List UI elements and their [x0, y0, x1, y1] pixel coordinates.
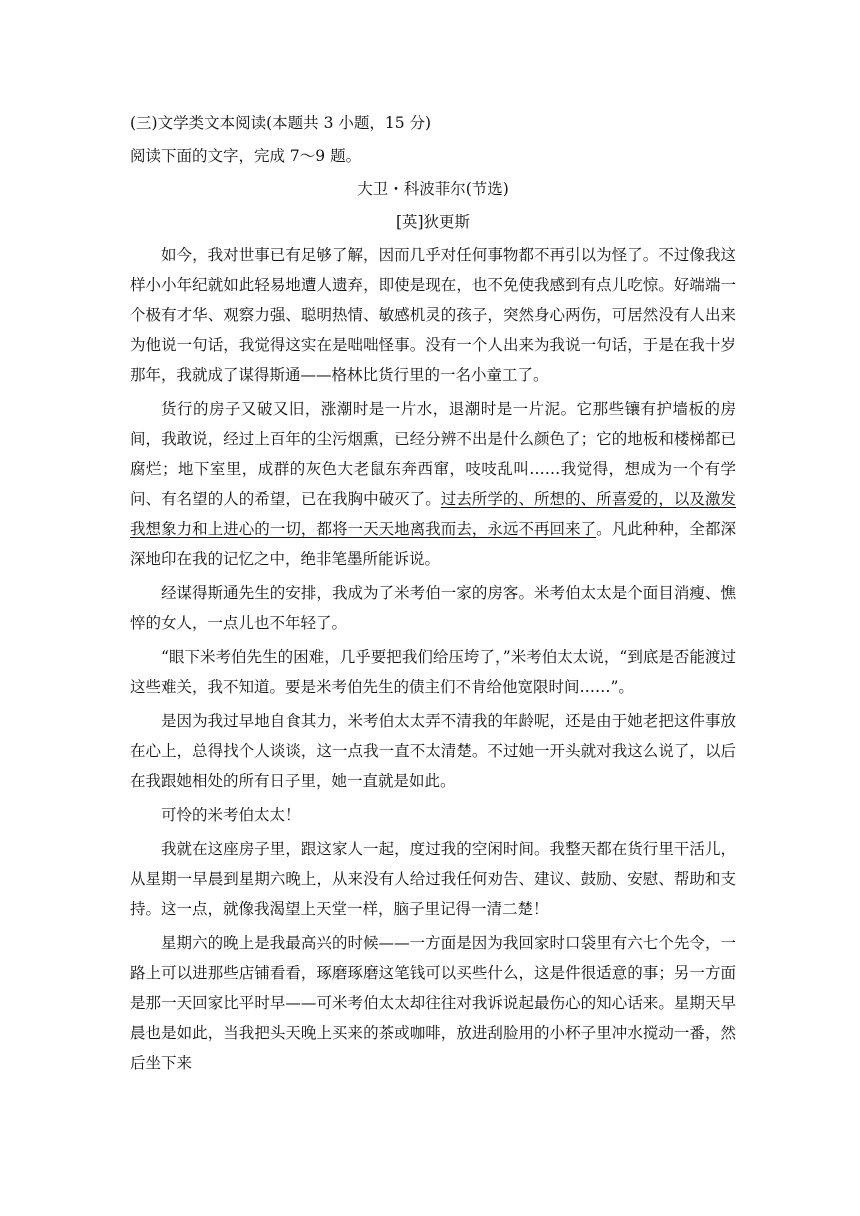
paragraph-6 [130, 800, 736, 830]
paragraph-1 [130, 240, 736, 390]
article-title: 大卫・科波菲尔(节选) [357, 180, 509, 198]
paragraph-8 [130, 928, 736, 1078]
paragraph-5 [130, 706, 736, 796]
paragraph-3 [130, 578, 736, 638]
paragraph-4 [130, 642, 736, 702]
article-author: [英]狄更斯 [395, 213, 471, 231]
paragraph-text: 货行的房子又破又旧，涨潮时是一片水，退潮时是一片泥。它那些镶有护墙板的房间，我敢说，经过上百年的尘污烟熏，已经分辨不出是什么颜色了；它的地板和楼梯都已腐烂；地下室里，成群的灰色大老鼠东奔西窜，吱吱乱叫……我觉得，想成为一个有学问、有名望的人的希望，已在我胸中破灭了。 [130, 400, 736, 508]
paragraph-text-continued: 。凡此种种，全都深深地印在我的记忆之中，绝非笔墨所能诉说。 [130, 520, 736, 568]
paragraph-text: “眼下米考伯先生的困难，几乎要把我们给压垮了，”米考伯太太说，“到底是否能渡过这些难关，我不知道。要是米考伯先生的债主们不肯给他宽限时间……”。 [130, 648, 736, 696]
question-instruction: 阅读下面的文字，完成 7～9 题。 [130, 147, 362, 165]
paragraph-text: 可怜的米考伯太太！ [161, 806, 301, 824]
paragraph-text: 星期六的晚上是我最高兴的时候——一方面是因为我回家时口袋里有六七个先令，一路上可以进那些店铺看看，琢磨琢磨这笔钱可以买些什么，这是件很适意的事；另一方面是那一天回家比平时早——可米考伯太太却往往对我诉说起最伤心的知心话来。星期天早晨也是如此，当我把头天晚上买来的茶或咖啡，放进刮脸用的小杯子里冲水搅动一番，然后坐下来 [130, 934, 736, 1072]
paragraph-text: 如今，我对世事已有足够了解，因而几乎对任何事物都不再引以为怪了。不过像我这样小小年纪就如此轻易地遭人遗弃，即使是现在，也不免使我感到有点儿吃惊。好端端一个极有才华、观察力强、聪明热情、敏感机灵的孩子，突然身心两伤，可居然没有人出来为他说一句话，我觉得这实在是咄咄怪事。没有一个人出来为我说一句话，于是在我十岁那年，我就成了谋得斯通——格林比货行里的一名小童工了。 [130, 246, 736, 384]
paragraph-text: 经谋得斯通先生的安排，我成为了米考伯一家的房客。米考伯太太是个面目消瘦、憔悴的女人，一点儿也不年轻了。 [130, 584, 736, 632]
document-body [130, 108, 736, 1082]
section-heading: (三)文学类文本阅读(本题共 3 小题，15 分) [130, 114, 432, 132]
paragraph-7 [130, 834, 736, 924]
paragraph-text: 我就在这座房子里，跟这家人一起，度过我的空闲时间。我整天都在货行里干活儿，从星期一早晨到星期六晚上，从来没有人给过我任何劝告、建议、鼓励、安慰、帮助和支持。这一点，就像我渴望上天堂一样，脑子里记得一清二楚！ [130, 840, 736, 918]
underlined-sentence: 过去所学的、所想的、所喜爱的，以及激发我想象力和上进心的一切，都将一天天地离我而去，永远不再回来了 [130, 490, 736, 538]
paragraph-text: 是因为我过早地自食其力，米考伯太太弄不清我的年龄呢，还是由于她老把这件事放在心上，总得找个人谈谈，这一点我一直不太清楚。不过她一开头就对我这么说了，以后在我跟她相处的所有日子里，她一直就是如此。 [130, 712, 736, 790]
paragraph-2 [130, 394, 736, 574]
